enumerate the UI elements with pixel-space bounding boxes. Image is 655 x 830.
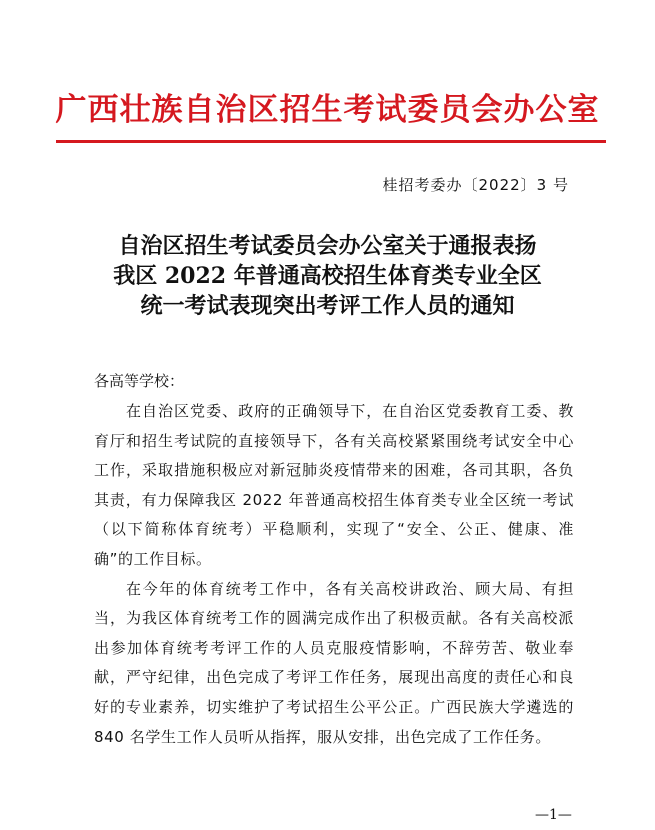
title-line: 我区 2022 年普通高校招生体育类专业全区 — [113, 263, 542, 289]
document-number: 桂招考委办〔2022〕3 号 — [382, 176, 569, 194]
red-header-rule — [56, 140, 606, 143]
body-text — [94, 397, 574, 752]
title-line: 统一考试表现突出考评工作人员的通知 — [140, 293, 515, 319]
title-line: 自治区招生考试委员会办公室关于通报表扬 — [118, 233, 537, 259]
salutation: 各高等学校： — [94, 372, 185, 390]
body-paragraph: 在自治区党委、政府的正确领导下，在自治区党委教育工委、教育厅和招生考试院的直接领导下，各有关高校紧紧围绕考试安全中心工作，采取措施积极应对新冠肺炎疫情带来的困难，各司其职，各负其责，有力保障我区 2022 年普通高校招生体育类专业全区统一考试（以下简称体育统考）平稳顺利，实现了“安全、公正、健康、准确”的工作目标。 — [94, 402, 574, 568]
document-title — [60, 231, 595, 321]
page-number: —1— — [535, 807, 572, 823]
body-paragraph: 在今年的体育统考工作中，各有关高校讲政治、顾大局、有担当，为我区体育统考工作的圆满完成作出了积极贡献。各有关高校派出参加体育统考考评工作的人员克服疫情影响，不辞劳苦、敬业奉献，严守纪律，出色完成了考评工作任务，展现出高度的责任心和良好的专业素养，切实维护了考试招生公平公正。广西民族大学遴选的 840 名学生工作人员听从指挥，服从安排，出色完成了工作任务。 — [94, 579, 574, 746]
issuing-organization-header: 广西壮族自治区招生考试委员会办公室 — [55, 92, 600, 128]
